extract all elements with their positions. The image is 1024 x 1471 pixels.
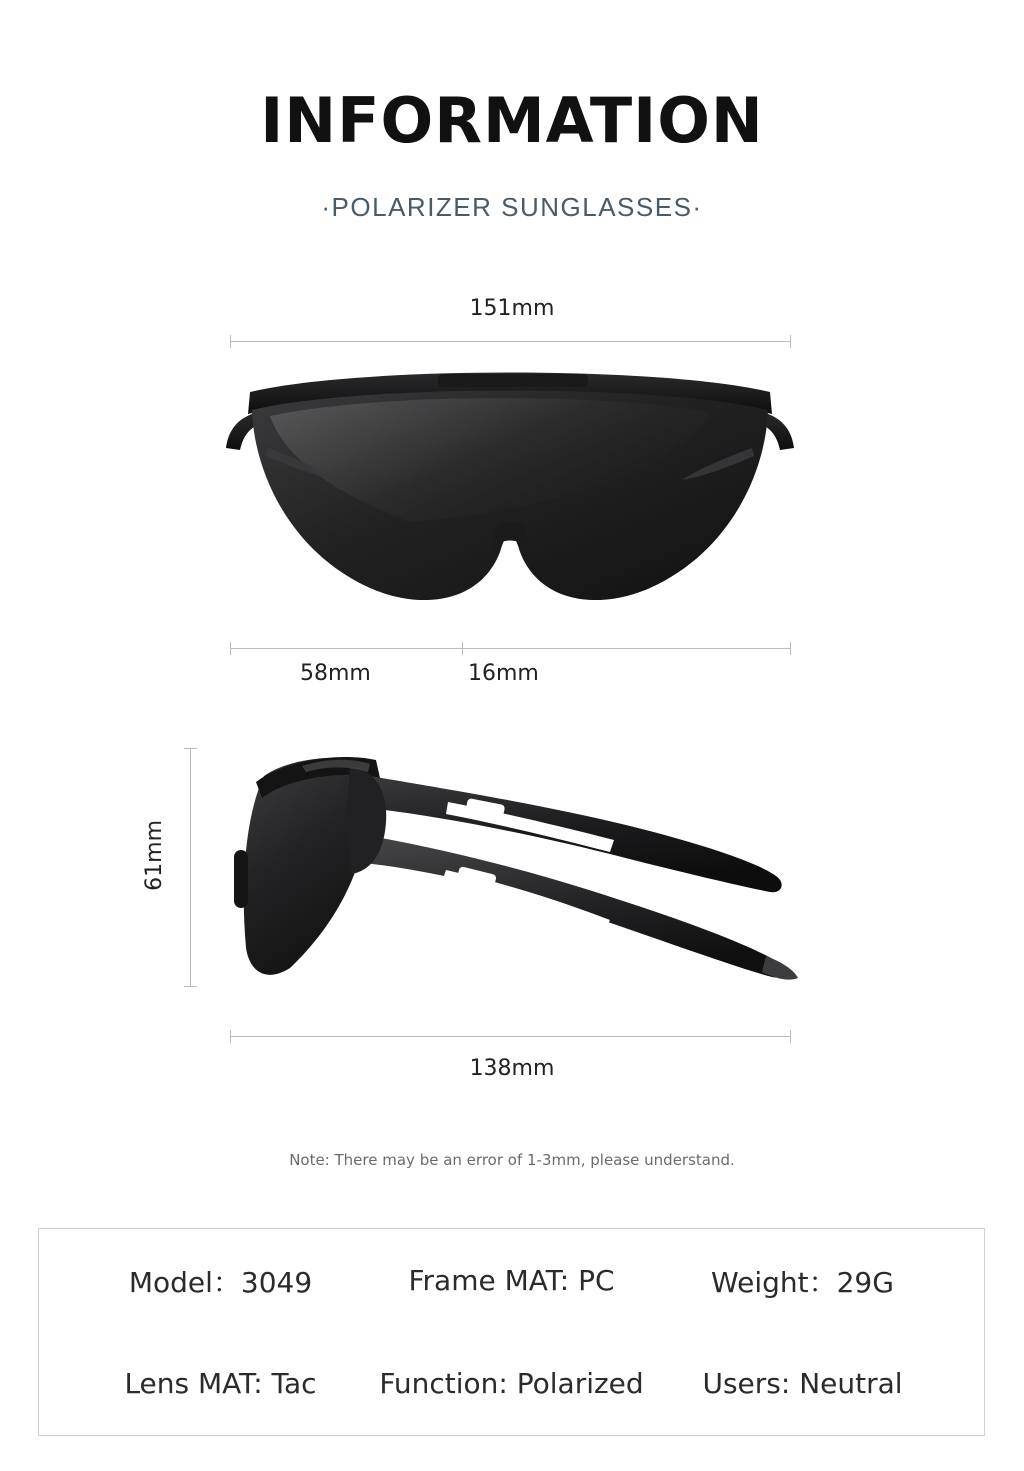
dimension-lens-height: 61mm [142,820,167,891]
measure-tick-temple-left [230,1030,231,1043]
measure-tick-height-top [184,748,197,749]
specification-box [38,1228,985,1436]
measure-line-total-width [230,341,790,342]
measure-tick-left [230,335,231,348]
spec-model: Model：3049 [128,1265,313,1299]
measure-line-lens-width [230,648,462,649]
measure-line-bridge-width [462,648,790,649]
measure-tick-bridge-right [790,642,791,655]
spec-lens-mat: Lens MAT: Tac [124,1367,317,1400]
dimension-total-width: 151mm [469,296,555,321]
page-subtitle: ·POLARIZER SUNGLASSES· [321,192,703,222]
dimension-lens-width: 58mm [300,661,371,686]
measure-line-temple-length [230,1036,790,1037]
measure-line-lens-height [190,748,191,986]
page-title: INFORMATION [260,84,764,157]
measure-tick-lens-left [230,642,231,655]
spec-row [39,1229,984,1332]
error-note: Note: There may be an error of 1-3mm, please understand. [289,1151,735,1169]
dimension-temple-length: 138mm [469,1056,555,1081]
spec-function: Function: Polarized [379,1367,644,1400]
spec-users: Users: Neutral [702,1367,903,1400]
measure-tick-right [790,335,791,348]
spec-row [39,1332,984,1435]
dimension-bridge-width: 16mm [468,661,539,686]
spec-weight: Weight：29G [711,1265,894,1299]
sunglasses-front-icon [210,352,810,627]
measure-tick-temple-right [790,1030,791,1043]
spec-frame-mat: Frame MAT: PC [408,1264,615,1297]
sunglasses-side-icon [210,730,820,1010]
measure-tick-height-bottom [184,986,197,987]
